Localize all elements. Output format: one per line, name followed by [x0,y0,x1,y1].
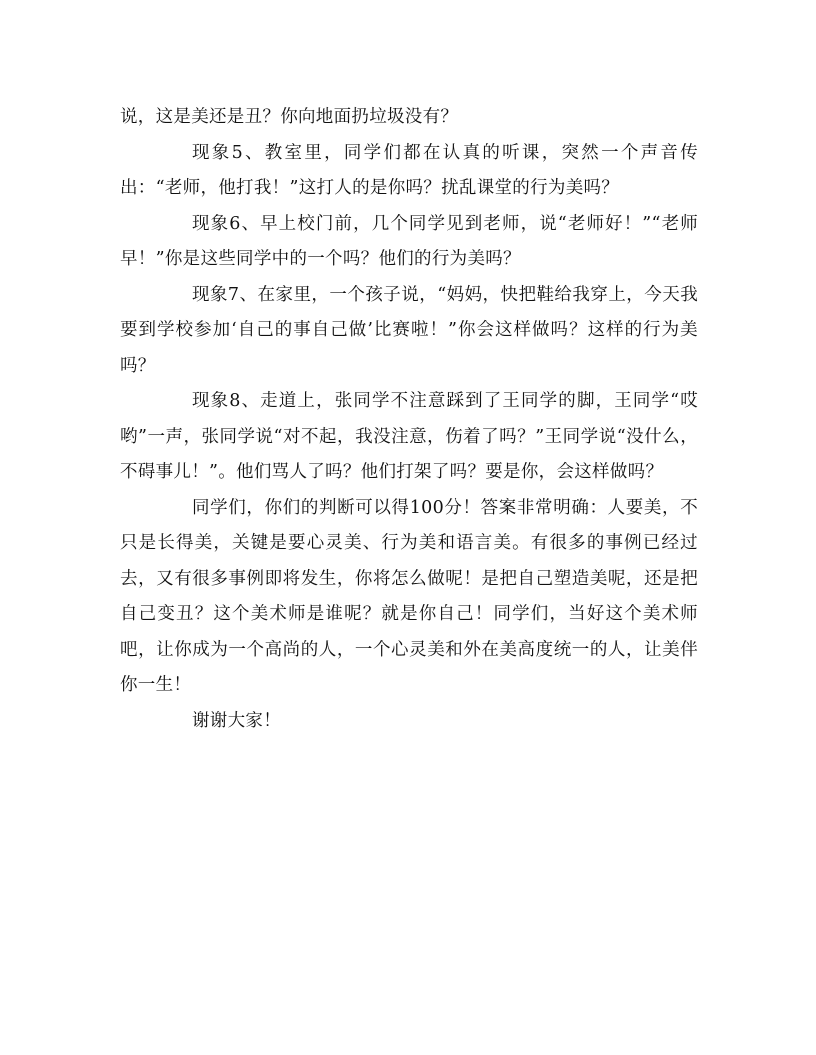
paragraph-phenomenon-7: 现象7、在家里，一个孩子说，“妈妈，快把鞋给我穿上，今天我要到学校参加‘自己的事自己做’比赛啦！”你会这样做吗？这样的行为美吗？ [120,284,698,376]
paragraph-phenomenon-8: 现象8、走道上，张同学不注意踩到了王同学的脚，王同学“哎哟”一声，张同学说“对不起，我没注意，伤着了吗？”王同学说“没什么，不碍事儿！”。他们骂人了吗？他们打架了吗？要是你，会这样做吗？ [120,391,698,482]
paragraph-continuation: 说，这是美还是丑？你向地面扔垃圾没有？ [120,107,459,127]
document-body [120,100,698,739]
paragraph-phenomenon-6: 现象6、早上校门前，几个同学见到老师，说“老师好！”“老师早！”你是这些同学中的一个吗？他们的行为美吗？ [120,213,698,269]
paragraph-phenomenon-5: 现象5、教室里，同学们都在认真的听课，突然一个声音传出：“老师，他打我！”这打人的是你吗？扰乱课堂的行为美吗？ [120,142,698,198]
paragraph-conclusion: 同学们，你们的判断可以得100分！答案非常明确：人要美，不只是长得美，关键是要心灵美、行为美和语言美。有很多的事例已经过去，又有很多事例即将发生，你将怎么做呢！是把自己塑造美呢，还是把自己变丑？这个美术师是谁呢？就是你自己！同学们，当好这个美术师吧，让你成为一个高尚的人，一个心灵美和外在美高度统一的人，让美伴你一生！ [120,497,698,695]
paragraph-thanks: 谢谢大家！ [192,710,281,731]
